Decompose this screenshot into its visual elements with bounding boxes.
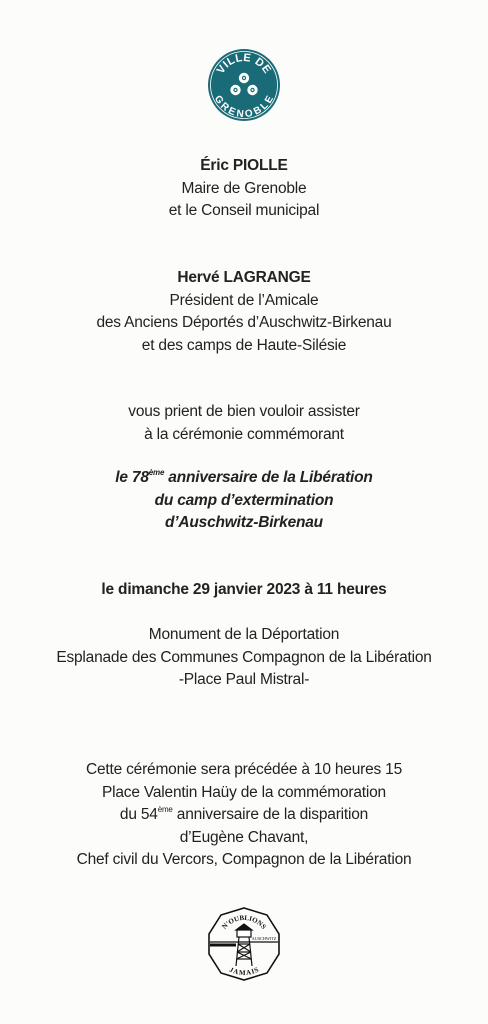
preceded-block bbox=[0, 759, 488, 872]
place-line-1: Monument de la Déportation bbox=[148, 626, 340, 643]
place-line-3: -Place Paul Mistral- bbox=[178, 671, 310, 688]
preceded-line-4: d’Eugène Chavant, bbox=[179, 828, 309, 846]
preceded-line-2: Place Valentin Haüy de la commémoration bbox=[102, 783, 386, 801]
date-block bbox=[0, 579, 488, 602]
invite-block bbox=[0, 401, 488, 446]
invite-line-2: à la cérémonie commémorant bbox=[144, 425, 344, 443]
host2-name: Hervé LAGRANGE bbox=[177, 269, 311, 286]
host2-block bbox=[0, 267, 488, 357]
preceded-line-3: du 54ème anniversaire de la disparition bbox=[119, 804, 369, 823]
invite-line-1: vous prient de bien vouloir assister bbox=[128, 403, 360, 420]
seal-top-text: N'OUBLIONS bbox=[220, 913, 268, 931]
host2-org: des Anciens Déportés d’Auschwitz-Birkenau bbox=[96, 314, 392, 331]
grenoble-logo-icon bbox=[207, 48, 281, 122]
logo-bottom-text: GRENOBLE bbox=[211, 93, 277, 121]
event-line-1: le 78ème anniversaire de la Libération bbox=[115, 467, 373, 486]
event-date: le dimanche 29 janvier 2023 à 11 heures bbox=[101, 581, 387, 598]
seal-bottom-text: JAMAIS bbox=[228, 965, 260, 977]
host2-camps: et des camps de Haute-Silésie bbox=[141, 336, 347, 354]
seal-side-text: AUSCHWITZ bbox=[251, 936, 277, 941]
event-block bbox=[0, 467, 488, 535]
preceded-line-5: Chef civil du Vercors, Compagnon de la Libération bbox=[76, 851, 412, 868]
preceded-line-1: Cette cérémonie sera précédée à 10 heures 15 bbox=[85, 761, 403, 778]
host1-name: Éric PIOLLE bbox=[200, 157, 288, 174]
event-line-3: d’Auschwitz-Birkenau bbox=[165, 514, 323, 531]
place-block bbox=[0, 624, 488, 692]
host2-title: Président de l’Amicale bbox=[169, 291, 319, 309]
svg-text:JAMAIS bbox=[228, 966, 260, 977]
place-line-2: Esplanade des Communes Compagnon de la Libération bbox=[56, 648, 432, 666]
host1-block bbox=[0, 155, 488, 223]
host1-title: Maire de Grenoble bbox=[181, 179, 307, 197]
watchtower-seal-icon bbox=[206, 906, 282, 982]
watchtower-icon bbox=[236, 924, 252, 966]
logo-top-text: VILLE DE bbox=[214, 51, 274, 77]
event-line-2: du camp d’extermination bbox=[154, 491, 334, 509]
host1-council: et le Conseil municipal bbox=[168, 202, 320, 219]
